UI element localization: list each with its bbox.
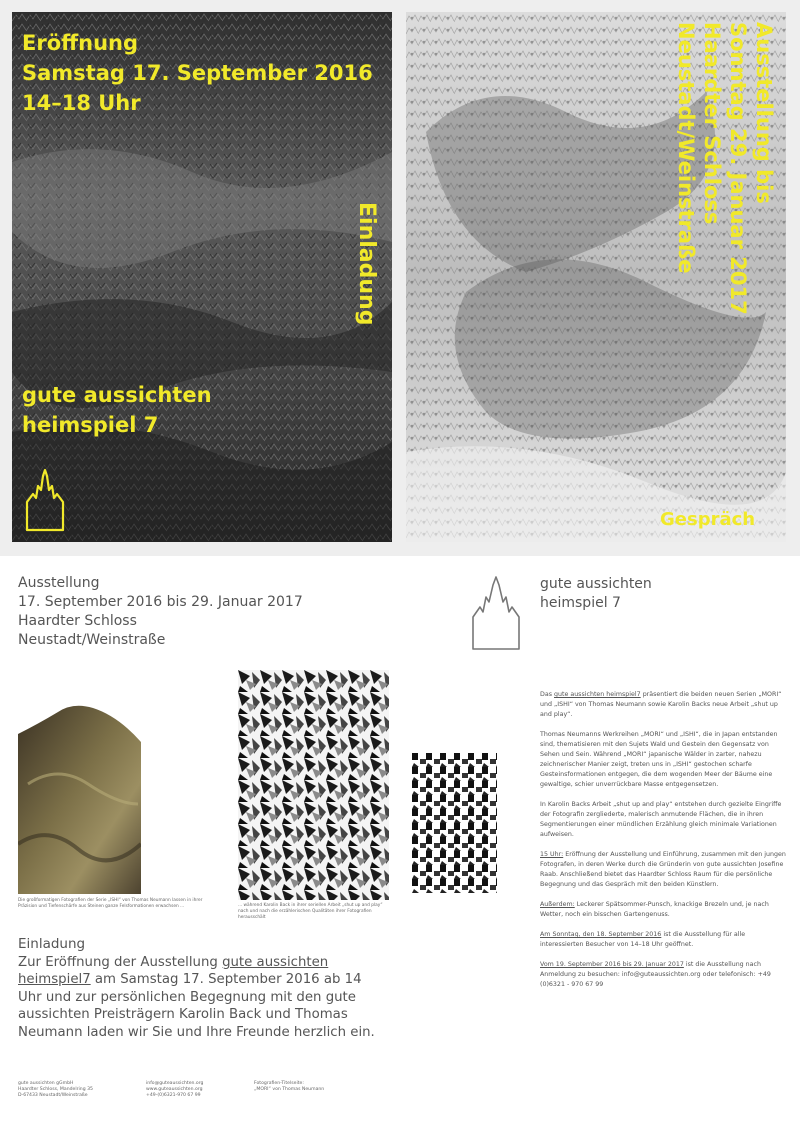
brand-heading <box>540 575 652 613</box>
poster-band <box>0 0 800 556</box>
invitation-text: Zur Eröffnung der Ausstellung <box>18 955 223 970</box>
exhibition-venue-line <box>699 22 725 224</box>
footer-website-link[interactable]: www.guteaussichten.org <box>146 1087 203 1092</box>
description-column <box>540 690 790 1000</box>
intro-paragraph <box>540 690 790 720</box>
fragmented-photo-caption: ... während Karolin Back in ihrer seriellen Arbeit „shut up and play“ nach und nach die erzählerischen Qualitäten ihrer Fotografien herausschält <box>238 903 383 920</box>
exhibition-info-line: Haardter Schloss <box>18 613 137 629</box>
exhibition-date-line: Sonntag 29. Januar 2017 <box>726 22 750 315</box>
footer-line: Fotografien-Titelseite: <box>254 1081 304 1086</box>
footer-line: Haardter Schloss, Mandelring 35 <box>18 1087 93 1092</box>
period-text: ist die Ausstellung nach Anmeldung zu besuchen: info@guteaussichten.org oder telefonisch: +49 (0)6321 - 970 67 99 <box>540 961 771 988</box>
invitation-vertical-label: Einladung <box>354 202 379 326</box>
conversation-label: Gespräch <box>660 509 756 530</box>
extras-paragraph <box>540 900 790 920</box>
exhibition-info-line: Ausstellung <box>18 575 100 591</box>
poster-brand-line: gute aussichten <box>22 383 212 407</box>
back-paragraph: In Karolin Backs Arbeit „shut up and play“ entstehen durch gezielte Eingriffe der Fotografin zergliederte, malerisch anmutende Flächen, die in ihren Segmentierungen einer mündlichen Erzählung gleich minimale Variationen aufweisen. <box>540 801 782 838</box>
opening-title-line: Samstag 17. September 2016 <box>22 61 373 85</box>
footer-line: D-67433 Neustadt/Weinstraße <box>18 1093 88 1098</box>
opening-paragraph <box>540 850 790 890</box>
poster-right-panel <box>406 12 786 542</box>
sunday-text: ist die Ausstellung für alle interessierten Besucher von 14–18 Uhr geöffnet. <box>540 931 746 948</box>
invitation-body <box>18 954 388 1041</box>
footer-credits <box>254 1081 324 1093</box>
castle-outline-icon <box>24 468 66 532</box>
exhibition-info-line: 17. September 2016 bis 29. Januar 2017 <box>18 594 303 610</box>
opening-title-line: Eröffnung <box>22 31 139 55</box>
neumann-paragraph: Thomas Neumanns Werkreihen „MORI“ und „ISHI“, die in Japan entstanden sind, thematisieren mit den Sujets Wald und Gestein den Gegensatz von Sehen und Sein. Während „MORI“ japanische Wälder in zarter, nahezu zeichnerischer Manier zeigt, treten uns in „ISHI“ gestochen scharfe Gesteinsformationen entgegen, die dem wogenden Meer der Bäume eine gewaltige, schier unverrückbare Masse entgegensetzen. <box>540 731 778 788</box>
rock-photo-caption: Die großformatigen Fotografien der Serie „ISHI“ von Thomas Neumann lassen in ihrer Präzision und Tiefenschärfe aus Steinen ganze Felsformationen erwachsen ... <box>18 898 203 909</box>
invitation-heading: Einladung <box>18 936 86 952</box>
intro-text: präsentiert die beiden neuen Serien „MORI“ und „ISHI“ von Thomas Neumann sowie Karolin Backs neue Arbeit „shut up and play“. <box>540 691 782 718</box>
brand-heading-line: heimspiel 7 <box>540 595 621 611</box>
project-link[interactable]: gute aussichten heimspiel7 <box>554 691 641 698</box>
opening-text: Eröffnung der Ausstellung und Einführung, zusammen mit den jungen Fotografen, in deren Werke durch die Gründerin von gute aussichten Josefine Raab. Anschließend bietet das Haardter Schloss Raum für die persönliche Begegnung und das Gespräch mit den beiden Künstlern. <box>540 851 786 888</box>
footer-line: gute aussichten gGmbH <box>18 1081 74 1086</box>
exhibition-info-line: Neustadt/Weinstraße <box>18 632 166 648</box>
footer-line: „MORI“ von Thomas Neumann <box>254 1087 325 1092</box>
poster-brand <box>22 380 212 440</box>
opening-time-label: 15 Uhr: <box>540 851 564 858</box>
intro-text: Das <box>540 691 554 698</box>
exhibition-city-line: Neustadt/Weinstraße <box>674 22 698 274</box>
period-paragraph <box>540 960 790 990</box>
opening-title-line: 14–18 Uhr <box>22 91 141 115</box>
period-label: Vom 19. September 2016 bis 29. Januar 2017 <box>540 961 684 968</box>
rock-photo <box>18 694 141 894</box>
invitation-text: am Samstag 17. September 2016 ab 14 Uhr und zur persönlichen Begegnung mit den gute aussichten Preisträgern Karolin Back und Thomas Neumann laden wir Sie und Ihre Freunde herzlich ein. <box>18 972 375 1040</box>
exhibition-venue-name: Haardter Schloss <box>700 22 724 225</box>
footer-contact <box>146 1081 203 1099</box>
footer-email-link[interactable]: info@guteaussichten.org <box>146 1081 204 1086</box>
extras-text: Leckerer Spätsommer-Punsch, knackige Brezeln und, je nach Wetter, noch ein bisschen Gartengenuss. <box>540 901 769 918</box>
sunday-paragraph <box>540 930 790 950</box>
sunday-label: Am Sonntag, den 18. September 2016 <box>540 931 662 938</box>
poster-brand-line: heimspiel 7 <box>22 413 159 437</box>
poster-left-panel <box>12 12 392 542</box>
fragmented-photo-large <box>238 670 389 900</box>
invitation-project-link[interactable]: gute aussichten heimspiel7 <box>18 955 329 988</box>
fragmented-photo-small <box>412 753 497 893</box>
footer-address <box>18 1081 93 1099</box>
extras-label: Außerdem: <box>540 901 575 908</box>
castle-outline-icon <box>470 575 522 651</box>
exhibition-info <box>18 574 303 650</box>
brand-heading-line: gute aussichten <box>540 576 652 592</box>
footer-phone: +49-(0)6321-970 67 99 <box>146 1093 201 1098</box>
exhibition-until-line: Ausstellung bis <box>752 22 776 204</box>
opening-title <box>22 28 373 118</box>
